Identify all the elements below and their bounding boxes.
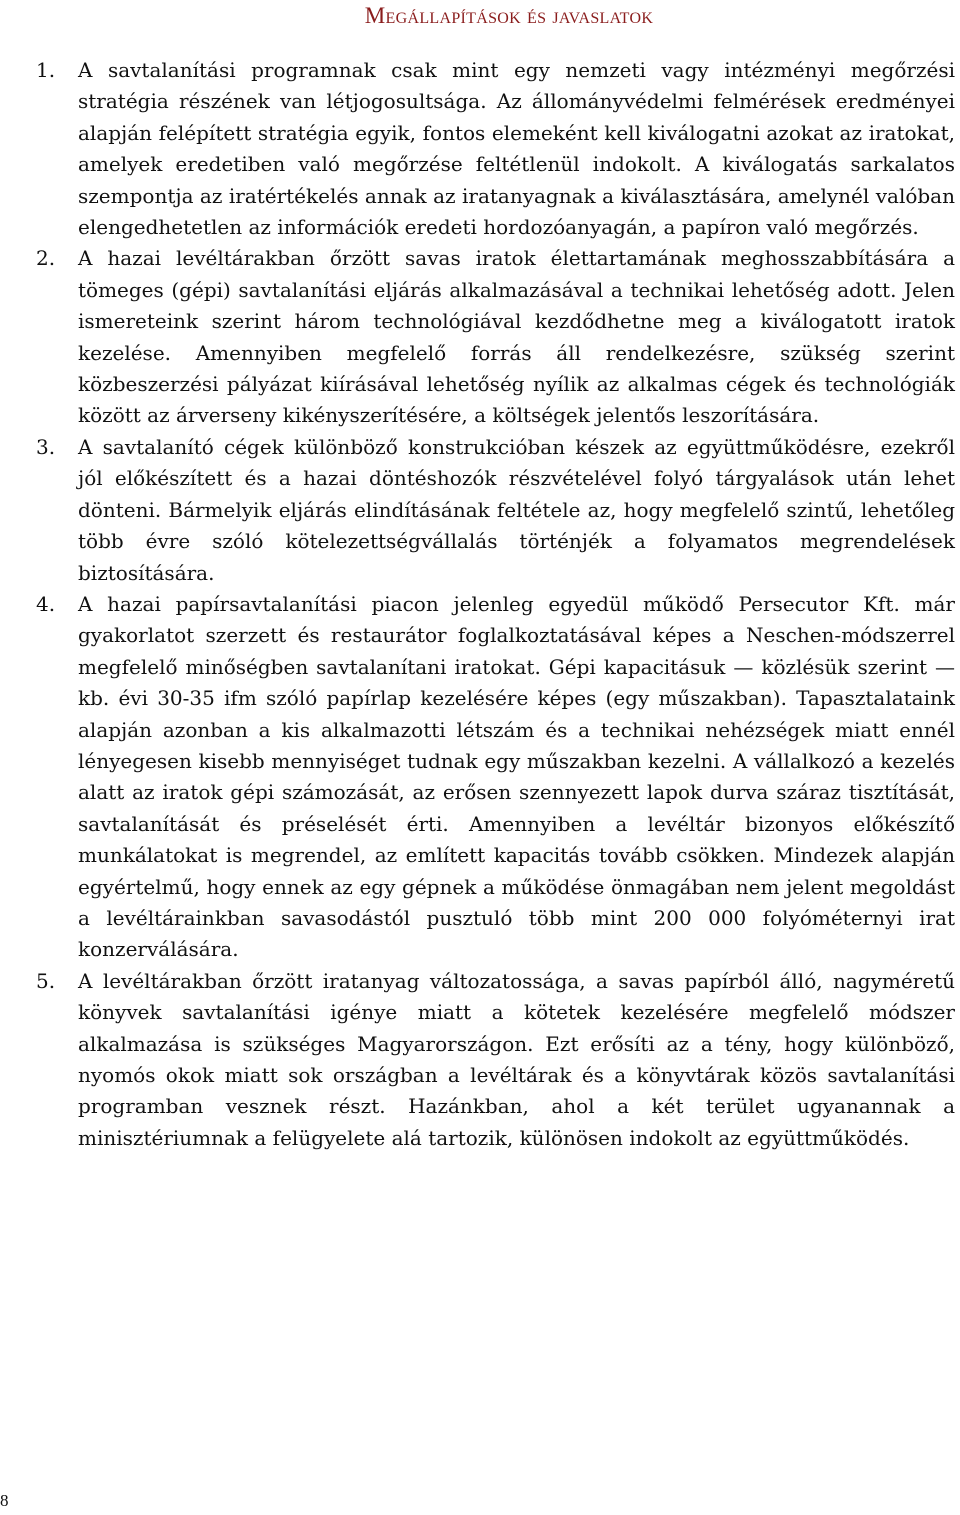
list-item: [0, 432, 955, 589]
list-item-text: A hazai papírsavtalanítási piacon jelenleg egyedül működő Persecutor Kft. már gyakorlatot szerzett és restaurátor foglalkoztatásával képes a Neschen-módszerrel megfelelő minőségben savtalanítani iratokat. Gépi kapacitásuk — közlésük szerint — kb. évi 30-35 ifm szóló papírlap kezelésére képes (egy műszakban). Tapasztalataink alapján azonban a kis alkalmazotti létszám és a technikai nehézségek miatt ennél lényegesen kisebb mennyiséget tudnak egy műszakban kezelni. A vállalkozó a kezelés alatt az iratok gépi számozását, az erősen szennyezett lapok durva száraz tisztítását, savtalanítását és préselését érti. Amennyiben a levéltár bizonyos előkészítő munkálatokat is megrendel, az említett kapacitás tovább csökken. Mindezek alapján egyértelmű, hogy ennek az egy gépnek a működése önmagában nem jelent megoldást a levéltárainkban savasodástól pusztuló több mint 200 000 folyóméternyi irat konzerválására.: [78, 591, 955, 962]
list-item: [0, 966, 955, 1154]
list-item-text: A savtalanítási programnak csak mint egy nemzeti vagy intézményi megőrzési stratégia részének van létjogosultsága. Az állományvédelmi felmérések eredményei alapján felépített stratégia egyik, fontos elemeként kell kiválogatni azokat az iratokat, amelyek eredetiben való megőrzése feltétlenül indokolt. A kiválogatás sarkalatos szempontja az iratértékelés annak az iratanyagnak a kiválasztására, amelynél valóban elengedhetetlen az információk eredeti hordozóanyagán, a papíron való megőrzés.: [78, 58, 955, 240]
list-item-number: 3.: [36, 434, 56, 459]
page-heading: Megállapítások és javaslatok: [364, 3, 654, 28]
findings-list: [0, 55, 955, 1154]
page-number: 8: [0, 1491, 9, 1510]
list-item-text: A levéltárakban őrzött iratanyag változatossága, a savas papírból álló, nagyméretű könyvek savtalanítási igénye miatt a kötetek kezelésére megfelelő módszer alkalmazása is szükséges Magyarországon. Ezt erősíti az a tény, hogy különböző, nyomós okok miatt sok országban a levéltárak és a könyvtárak közös savtalanítási programban vesznek részt. Hazánkban, ahol a két terület ugyanannak a minisztériumnak a felügyelete alá tartozik, különösen indokolt az együttműködés.: [78, 968, 955, 1150]
list-item: [0, 55, 955, 243]
list-item-number: 2.: [36, 246, 56, 271]
list-item: [0, 589, 955, 966]
list-item: [0, 243, 955, 431]
list-item-number: 1.: [36, 58, 56, 82]
list-item-number: 4.: [36, 591, 56, 616]
list-item-text: A hazai levéltárakban őrzött savas iratok élettartamának meghosszabbítására a tömeges (gépi) savtalanítási eljárás alkalmazásával a technikai lehetőség adott. Jelen ismereteink szerint három technológiával kezdődhetne meg a kiválogatott iratok kezelése. Amennyiben megfelelő forrás áll rendelkezésre, szükség szerint közbeszerzési pályázat kiírásával lehetőség nyílik az alkalmas cégek és technológiák között az árverseny kikényszerítésére, a költségek jelentős leszorítására.: [78, 246, 955, 428]
list-item-text: A savtalanító cégek különböző konstrukcióban készek az együttműködésre, ezekről jól előkészített és a hazai döntéshozók részvételével folyó tárgyalások után lehet dönteni. Bármelyik eljárás elindításának feltétele az, hogy megfelelő szintű, lehetőleg több évre szóló kötelezettségvállalás történjék a folyamatos megrendelések biztosítására.: [78, 434, 955, 585]
list-item-number: 5.: [36, 968, 56, 993]
